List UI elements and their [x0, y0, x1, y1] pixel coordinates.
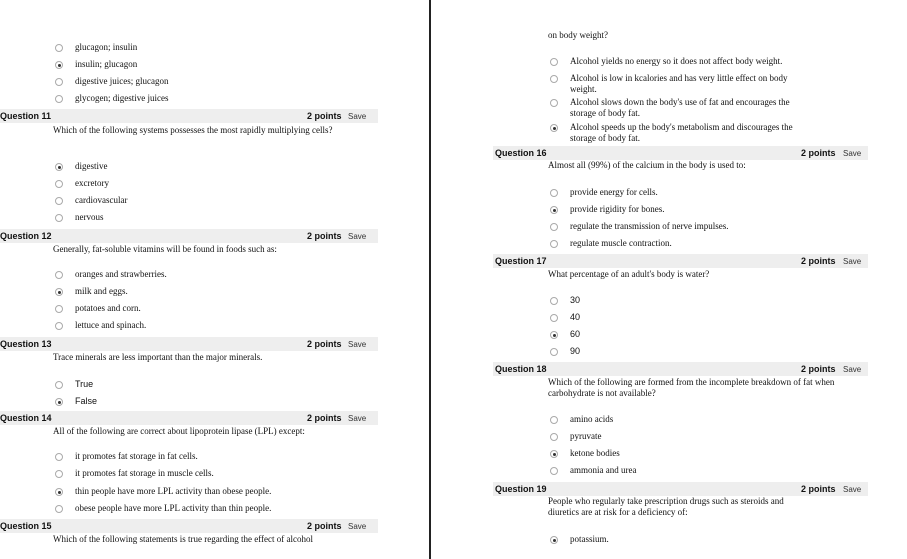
answer-option[interactable]: [550, 97, 810, 119]
option-label: ammonia and urea: [570, 465, 637, 475]
question-points: 2 points: [307, 231, 342, 241]
question-text: Trace minerals are less important than the major minerals.: [53, 352, 263, 362]
answer-option[interactable]: [55, 468, 214, 479]
question-header: [0, 337, 378, 351]
question-header: [493, 254, 868, 268]
question-text: Almost all (99%) of the calcium in the body is used to:: [548, 160, 746, 170]
question-title: Question 16: [495, 148, 547, 158]
radio-button[interactable]: [55, 61, 63, 69]
save-button[interactable]: Save: [843, 257, 862, 266]
radio-button[interactable]: [55, 322, 63, 330]
answer-option[interactable]: [55, 486, 271, 497]
option-label: Alcohol yields no energy so it does not affect body weight.: [570, 56, 783, 66]
question-points: 2 points: [307, 521, 342, 531]
answer-option[interactable]: [550, 295, 580, 306]
answer-option[interactable]: [55, 451, 198, 462]
save-button[interactable]: Save: [843, 485, 862, 494]
question-header: [0, 519, 378, 533]
option-label: glucagon; insulin: [75, 42, 138, 52]
radio-button[interactable]: [55, 453, 63, 461]
question-text: People who regularly take prescription drugs such as steroids and diuretics are at risk for a deficiency of:: [548, 496, 784, 517]
option-label: 30: [570, 295, 581, 305]
radio-button[interactable]: [55, 488, 63, 496]
option-label: potassium.: [570, 534, 609, 544]
answer-option[interactable]: [550, 204, 664, 215]
option-label: Alcohol speeds up the body's metabolism and discourages the storage of body fat.: [570, 122, 793, 143]
option-label: digestive juices; glucagon: [75, 76, 169, 86]
answer-option[interactable]: [55, 379, 93, 390]
answer-option[interactable]: [55, 503, 271, 514]
answer-option[interactable]: [55, 195, 127, 206]
option-label: regulate muscle contraction.: [570, 238, 672, 248]
option-label: glycogen; digestive juices: [75, 93, 169, 103]
save-button[interactable]: Save: [348, 340, 367, 349]
option-label: lettuce and spinach.: [75, 320, 147, 330]
answer-option[interactable]: [55, 93, 168, 104]
question-text-continued: on body weight?: [548, 30, 608, 40]
answer-option[interactable]: [55, 161, 108, 172]
question-points: 2 points: [801, 364, 836, 374]
question-header: [493, 146, 868, 160]
question-points: 2 points: [307, 413, 342, 423]
option-label: ketone bodies: [570, 448, 620, 458]
question-text: Which of the following are formed from the incomplete breakdown of fat when carbohydrate is not available?: [548, 377, 835, 398]
option-label: 40: [570, 312, 581, 322]
option-label: 60: [570, 329, 581, 339]
option-label: digestive: [75, 161, 108, 171]
answer-option[interactable]: [55, 320, 146, 331]
radio-button[interactable]: [550, 348, 558, 356]
option-label: nervous: [75, 212, 104, 222]
radio-button[interactable]: [55, 44, 63, 52]
option-label: pyruvate: [570, 431, 602, 441]
option-label: True: [75, 379, 94, 389]
radio-button[interactable]: [55, 214, 63, 222]
question-header: [493, 362, 868, 376]
option-label: it promotes fat storage in fat cells.: [75, 451, 198, 461]
option-label: milk and eggs.: [75, 286, 128, 296]
question-title: Question 11: [0, 111, 52, 121]
question-header: [0, 229, 378, 243]
question-header: [0, 109, 378, 123]
save-button[interactable]: Save: [348, 414, 367, 423]
radio-button[interactable]: [550, 240, 558, 248]
answer-option[interactable]: [550, 221, 728, 232]
option-label: oranges and strawberries.: [75, 269, 167, 279]
question-title: Question 14: [0, 413, 52, 423]
answer-option[interactable]: [55, 396, 97, 407]
answer-option[interactable]: [55, 286, 128, 297]
question-title: Question 12: [0, 231, 52, 241]
radio-button[interactable]: [550, 206, 558, 214]
radio-button[interactable]: [550, 416, 558, 424]
answer-option[interactable]: [550, 448, 620, 459]
save-button[interactable]: Save: [348, 112, 367, 121]
answer-option[interactable]: [550, 431, 602, 442]
answer-option[interactable]: [550, 346, 580, 357]
answer-option[interactable]: [55, 42, 137, 53]
question-points: 2 points: [801, 484, 836, 494]
option-label: False: [75, 396, 98, 406]
question-title: Question 15: [0, 521, 52, 531]
question-title: Question 13: [0, 339, 52, 349]
answer-option[interactable]: [55, 269, 167, 280]
save-button[interactable]: Save: [348, 522, 367, 531]
radio-button[interactable]: [550, 433, 558, 441]
radio-button[interactable]: [550, 331, 558, 339]
question-points: 2 points: [801, 256, 836, 266]
answer-option[interactable]: [55, 303, 141, 314]
option-label: provide energy for cells.: [570, 187, 658, 197]
radio-button[interactable]: [55, 197, 63, 205]
save-button[interactable]: Save: [348, 232, 367, 241]
question-text: What percentage of an adult's body is water?: [548, 269, 710, 279]
radio-button[interactable]: [550, 58, 558, 66]
radio-button[interactable]: [55, 78, 63, 86]
radio-button[interactable]: [55, 470, 63, 478]
answer-option[interactable]: [550, 56, 810, 67]
option-label: regulate the transmission of nerve impulses.: [570, 221, 729, 231]
question-text: Which of the following statements is true regarding the effect of alcohol: [53, 534, 313, 544]
question-title: Question 17: [495, 256, 547, 266]
page-divider: [429, 0, 431, 559]
question-points: 2 points: [307, 339, 342, 349]
option-label: insulin; glucagon: [75, 59, 138, 69]
radio-button[interactable]: [550, 314, 558, 322]
radio-button[interactable]: [55, 305, 63, 313]
question-header: [493, 482, 868, 496]
question-points: 2 points: [307, 111, 342, 121]
question-text: All of the following are correct about lipoprotein lipase (LPL) except:: [53, 426, 305, 436]
option-label: potatoes and corn.: [75, 303, 141, 313]
answer-option[interactable]: [550, 312, 580, 323]
question-points: 2 points: [801, 148, 836, 158]
answer-option[interactable]: [550, 187, 658, 198]
radio-button[interactable]: [55, 180, 63, 188]
radio-button[interactable]: [550, 189, 558, 197]
option-label: obese people have more LPL activity than thin people.: [75, 503, 272, 513]
question-text: Which of the following systems possesses the most rapidly multiplying cells?: [53, 125, 333, 135]
answer-option[interactable]: [550, 465, 636, 476]
radio-button[interactable]: [550, 536, 558, 544]
radio-button[interactable]: [550, 223, 558, 231]
question-text: Generally, fat-soluble vitamins will be found in foods such as:: [53, 244, 277, 254]
quiz-column-left: [0, 0, 428, 559]
answer-option[interactable]: [550, 329, 580, 340]
option-label: amino acids: [570, 414, 614, 424]
answer-option[interactable]: [550, 534, 609, 545]
option-label: thin people have more LPL activity than obese people.: [75, 486, 272, 496]
answer-option[interactable]: [550, 73, 810, 95]
answer-option[interactable]: [55, 76, 168, 87]
answer-option[interactable]: [550, 414, 613, 425]
radio-button[interactable]: [550, 75, 558, 83]
radio-button[interactable]: [55, 271, 63, 279]
answer-option[interactable]: [55, 212, 104, 223]
radio-button[interactable]: [550, 467, 558, 475]
answer-option[interactable]: [550, 238, 672, 249]
radio-button[interactable]: [55, 505, 63, 513]
save-button[interactable]: Save: [843, 149, 862, 158]
quiz-column-right: [433, 0, 907, 559]
radio-button[interactable]: [55, 381, 63, 389]
radio-button[interactable]: [550, 124, 558, 132]
question-title: Question 18: [495, 364, 547, 374]
answer-option[interactable]: [55, 178, 109, 189]
save-button[interactable]: Save: [843, 365, 862, 374]
radio-button[interactable]: [55, 398, 63, 406]
option-label: cardiovascular: [75, 195, 128, 205]
radio-button[interactable]: [55, 163, 63, 171]
radio-button[interactable]: [55, 95, 63, 103]
question-header: [0, 411, 378, 425]
radio-button[interactable]: [55, 288, 63, 296]
option-label: 90: [570, 346, 581, 356]
radio-button[interactable]: [550, 450, 558, 458]
option-label: provide rigidity for bones.: [570, 204, 665, 214]
option-label: Alcohol slows down the body's use of fat and encourages the storage of body fat.: [570, 97, 790, 118]
option-label: excretory: [75, 178, 109, 188]
answer-option[interactable]: [550, 122, 810, 144]
question-title: Question 19: [495, 484, 547, 494]
radio-button[interactable]: [550, 99, 558, 107]
option-label: Alcohol is low in kcalories and has very little effect on body weight.: [570, 73, 788, 94]
answer-option[interactable]: [55, 59, 137, 70]
radio-button[interactable]: [550, 297, 558, 305]
option-label: it promotes fat storage in muscle cells.: [75, 468, 214, 478]
